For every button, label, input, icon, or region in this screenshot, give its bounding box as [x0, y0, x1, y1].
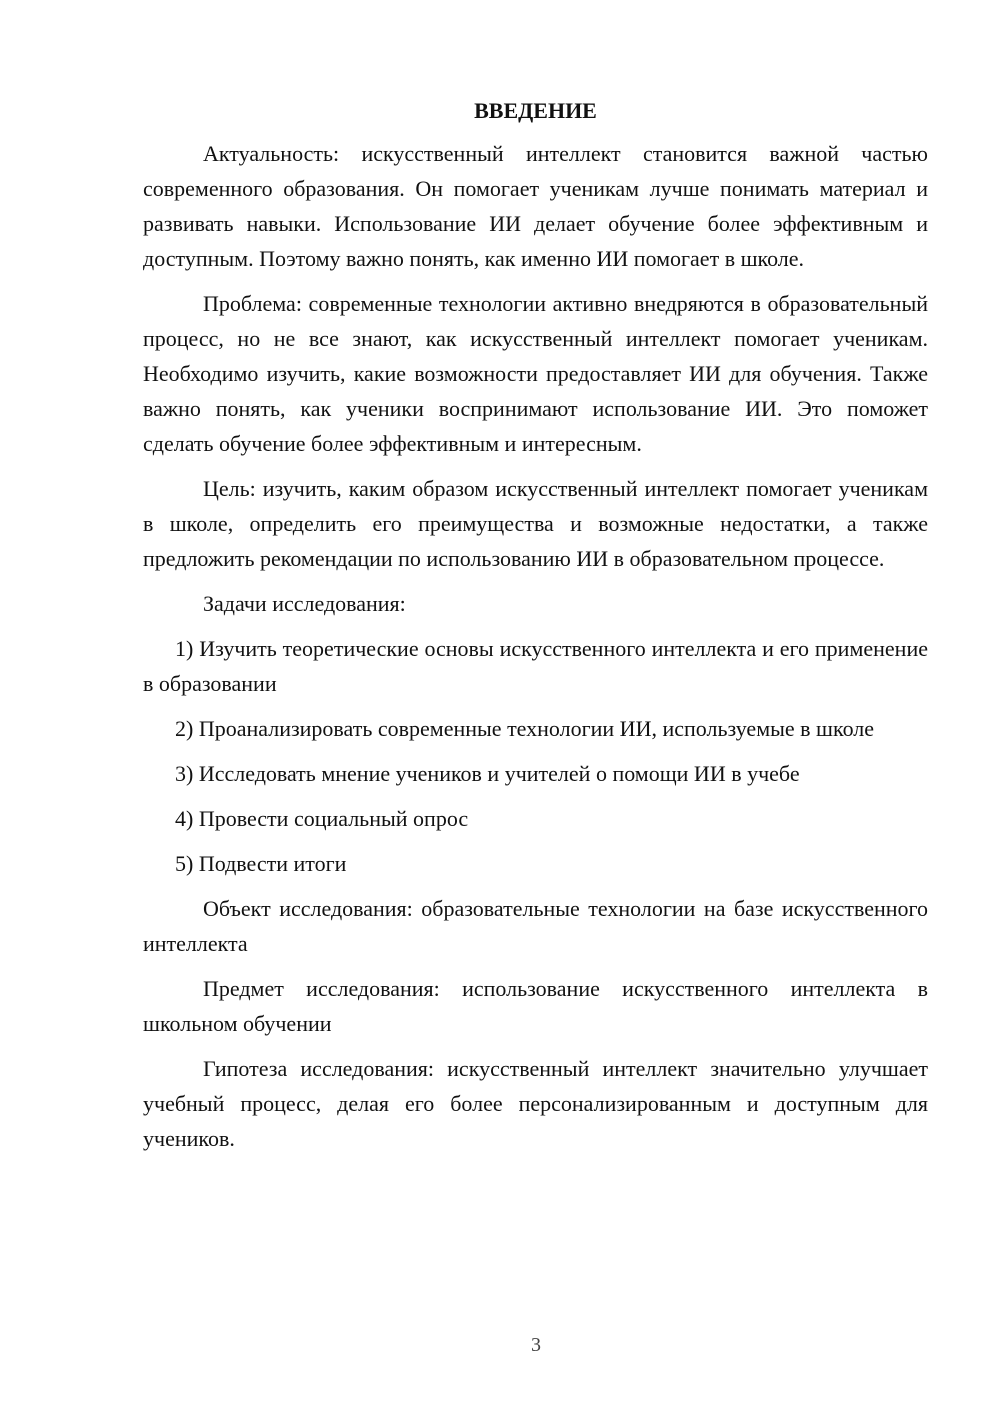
tasks-label: Задачи исследования: [203, 591, 406, 616]
object-paragraph: Объект исследования: образовательные технологии на базе искусственного интеллекта [143, 896, 928, 956]
problem-paragraph: Проблема: современные технологии активно внедряются в образовательный процесс, но не все знают, как искусственный интеллект помогает ученикам. Необходимо изучить, какие возможности предоставляет ИИ для обучения. Также важно понять, как ученики воспринимают использование ИИ. Это поможет сделать обучение более эффективным и интересным. [143, 291, 928, 456]
relevance-paragraph: Актуальность: искусственный интеллект становится важной частью современного образования. Он помогает ученикам лучше понимать материал и развивать навыки. Использование ИИ делает обучение более эффективным и доступным. Поэтому важно понять, как именно ИИ помогает в школе. [143, 141, 928, 271]
section-title: ВВЕДЕНИЕ [474, 98, 597, 123]
task-item-3: 3) Исследовать мнение учеников и учителей о помощи ИИ в учебе [175, 761, 800, 786]
task-item-2: 2) Проанализировать современные технологии ИИ, используемые в школе [175, 716, 875, 741]
task-item-5: 5) Подвести итоги [175, 851, 347, 876]
task-item-1: 1) Изучить теоретические основы искусственного интеллекта и его применение в образовании [143, 636, 928, 696]
page-number: 3 [531, 1334, 541, 1356]
hypothesis-paragraph: Гипотеза исследования: искусственный интеллект значительно улучшает учебный процесс, делая его более персонализированным и доступным для учеников. [143, 1056, 928, 1151]
document-page [143, 96, 928, 1156]
subject-paragraph: Предмет исследования: использование искусственного интеллекта в школьном обучении [143, 976, 928, 1036]
goal-paragraph: Цель: изучить, каким образом искусственный интеллект помогает ученикам в школе, определить его преимущества и возможные недостатки, а также предложить рекомендации по использованию ИИ в образовательном процессе. [143, 476, 928, 571]
task-item-4: 4) Провести социальный опрос [175, 806, 469, 831]
